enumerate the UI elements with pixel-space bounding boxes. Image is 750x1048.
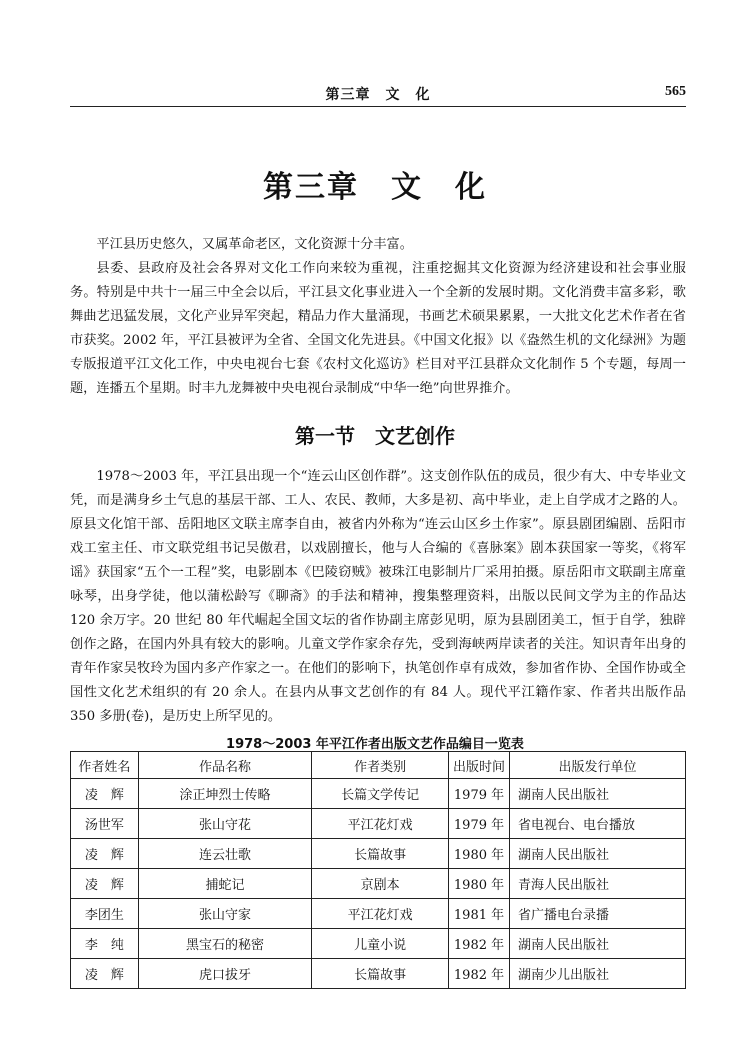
works-table — [70, 751, 686, 989]
table-row — [71, 929, 686, 959]
table-row — [71, 809, 686, 839]
cell-category: 平江花灯戏 — [312, 899, 449, 929]
cell-author: 凌 辉 — [71, 839, 139, 869]
cell-work: 捕蛇记 — [138, 869, 311, 899]
table-row — [71, 959, 686, 989]
header-category: 作者类别 — [312, 752, 449, 779]
cell-publisher: 省电视台、电台播放 — [510, 809, 686, 839]
table-caption: 1978～2003 年平江作者出版文艺作品编目一览表 — [226, 737, 524, 752]
cell-category: 京剧本 — [312, 869, 449, 899]
section-title: 第一节 文艺创作 — [295, 424, 455, 448]
running-head — [70, 82, 686, 107]
header-year: 出版时间 — [449, 752, 510, 779]
cell-category: 长篇故事 — [312, 959, 449, 989]
chapter-title: 第三章 文 化 — [263, 170, 487, 205]
section-paragraph: 1978～2003 年，平江县出现一个“连云山区创作群”。这支创作队伍的成员，很少有大、中专毕业文凭，而是满身乡土气息的基层干部、工人、农民、教师，大多是初、高中毕业，走上自学成才之路的人。原县文化馆干部、岳阳地区文联主席李自由，被省内外称为“连云山区乡土作家”。原县剧团编剧、岳阳市戏工室主任、市文联党组书记吴傲君，以戏剧擅长，他与人合编的《喜脉案》剧本获国家一等奖，《将军谣》获国家“五个一工程”奖，电影剧本《巴陵窃贼》被珠江电影制片厂采用拍摄。原岳阳市文联副主席童咏琴，出身学徒，他以蒲松龄写《聊斋》的手法和精神，搜集整理资料，出版以民间文学为主的作品达 120 余万字。20 世纪 80 年代崛起全国文坛的省作协副主席彭见明，原为县剧团美工，恒于自学，独辟创作之路，在国内外具有较大的影响。儿童文学作家余存先，受到海峡两岸读者的关注。知识青年出身的青年作家吴牧玲为国内多产作家之一。在他们的影响下，执笔创作卓有成效，参加省作协、全国作协或全国性文化艺术组织的有 20 余人。在县内从事文艺创作的有 84 人。现代平江籍作家、作者共出版作品 350 多册(卷)，是历史上所罕见的。 — [70, 469, 686, 724]
cell-publisher: 湖南人民出版社 — [510, 779, 686, 809]
table-row — [71, 839, 686, 869]
header-publisher: 出版发行单位 — [510, 752, 686, 779]
cell-category: 平江花灯戏 — [312, 809, 449, 839]
cell-author: 汤世军 — [71, 809, 139, 839]
header-author: 作者姓名 — [71, 752, 139, 779]
cell-publisher: 青海人民出版社 — [510, 869, 686, 899]
cell-publisher: 湖南少儿出版社 — [510, 959, 686, 989]
table-row — [71, 869, 686, 899]
cell-author: 李团生 — [71, 899, 139, 929]
cell-author: 凌 辉 — [71, 959, 139, 989]
cell-year: 1981 年 — [449, 899, 510, 929]
cell-work: 张山守家 — [138, 899, 311, 929]
table-header-row — [71, 752, 686, 779]
cell-category: 长篇文学传记 — [312, 779, 449, 809]
cell-publisher: 省广播电台录播 — [510, 899, 686, 929]
cell-author: 凌 辉 — [71, 869, 139, 899]
cell-author: 李 纯 — [71, 929, 139, 959]
cell-work: 虎口拔牙 — [138, 959, 311, 989]
cell-work: 连云壮歌 — [138, 839, 311, 869]
cell-publisher: 湖南人民出版社 — [510, 929, 686, 959]
intro-paragraph-1: 平江县历史悠久，又属革命老区，文化资源十分丰富。 — [96, 237, 413, 252]
cell-publisher: 湖南人民出版社 — [510, 839, 686, 869]
cell-work: 涂正坤烈士传略 — [138, 779, 311, 809]
cell-author: 凌 辉 — [71, 779, 139, 809]
cell-year: 1982 年 — [449, 929, 510, 959]
cell-work: 黑宝石的秘密 — [138, 929, 311, 959]
page-number: 565 — [665, 84, 686, 99]
cell-work: 张山守花 — [138, 809, 311, 839]
cell-year: 1979 年 — [449, 779, 510, 809]
running-head-title: 第三章 文 化 — [325, 87, 431, 103]
header-work: 作品名称 — [138, 752, 311, 779]
cell-year: 1980 年 — [449, 869, 510, 899]
cell-category: 儿童小说 — [312, 929, 449, 959]
table-row — [71, 899, 686, 929]
cell-year: 1979 年 — [449, 809, 510, 839]
cell-category: 长篇故事 — [312, 839, 449, 869]
intro-paragraph-2: 县委、县政府及社会各界对文化工作向来较为重视，注重挖掘其文化资源为经济建设和社会事业服务。特别是中共十一届三中全会以后，平江县文化事业进入一个全新的发展时期。文化消费丰富多彩，歌舞曲艺迅猛发展，文化产业异军突起，精品力作大量涌现，书画艺术硕果累累，一大批文化艺术作者在省市获奖。2002 年，平江县被评为全省、全国文化先进县。《中国文化报》以《盎然生机的文化绿洲》为题专版报道平江文化工作，中央电视台七套《农村文化巡访》栏目对平江县群众文化制作 5 个专题，每周一题，连播五个星期。时丰九龙舞被中央电视台录制成“中华一绝”向世界推介。 — [70, 261, 686, 396]
cell-year: 1980 年 — [449, 839, 510, 869]
table-row — [71, 779, 686, 809]
cell-year: 1982 年 — [449, 959, 510, 989]
